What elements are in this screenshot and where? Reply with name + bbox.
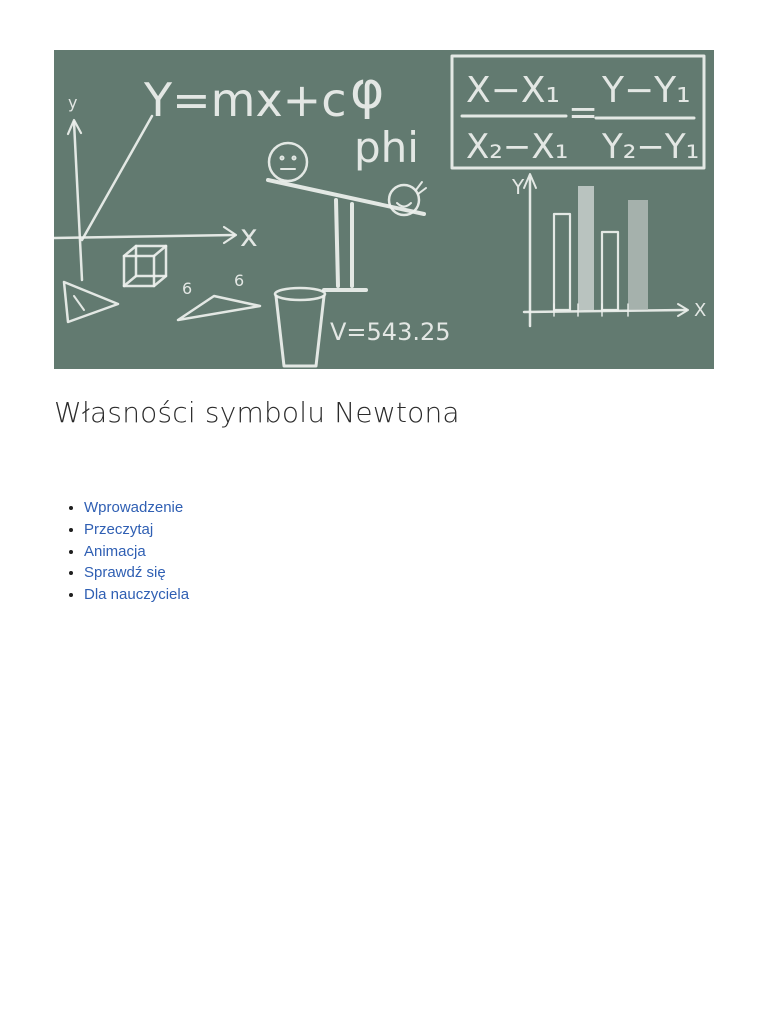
toc-item-introduction [84,497,189,519]
table-of-contents [54,497,189,606]
equation-text: Y=mx+c [144,73,347,127]
slope-denominator-left: X₂−X₁ [466,127,569,167]
x-axis-label: x [240,219,258,254]
triangle-label-a: 6 [182,279,193,298]
toc-item-read [84,519,189,541]
toc-link-introduction[interactable]: Wprowadzenie [84,499,184,516]
toc-link-read[interactable]: Przeczytaj [84,520,154,538]
slope-numerator-right: Y−Y₁ [602,70,691,111]
toc-link-for-teacher[interactable]: Dla nauczyciela [84,586,190,604]
graph-y-label: Y [512,175,525,199]
toc-link-animation[interactable]: Animacja [84,542,146,560]
phi-word: phi [354,123,419,172]
y-axis-label: y [68,93,78,112]
hero-chalkboard-image [54,50,714,369]
toc-item-check-yourself [84,562,189,584]
toc-link-check-yourself[interactable]: Sprawdź się [84,564,166,582]
slope-numerator-left: X−X₁ [466,70,560,111]
slope-equals: = [568,92,599,133]
graph-x-label: X [694,300,707,321]
slope-denominator-right: Y₂−Y₁ [602,127,700,167]
chalkboard-drawing [54,50,714,369]
velocity-text: V=543.25 [330,318,451,346]
page-title: Własności symbolu Newtona [54,396,460,429]
toc-item-for-teacher [84,584,189,606]
triangle-label-b: 6 [234,271,245,290]
toc-item-animation [84,541,189,563]
phi-symbol: φ [350,61,385,121]
